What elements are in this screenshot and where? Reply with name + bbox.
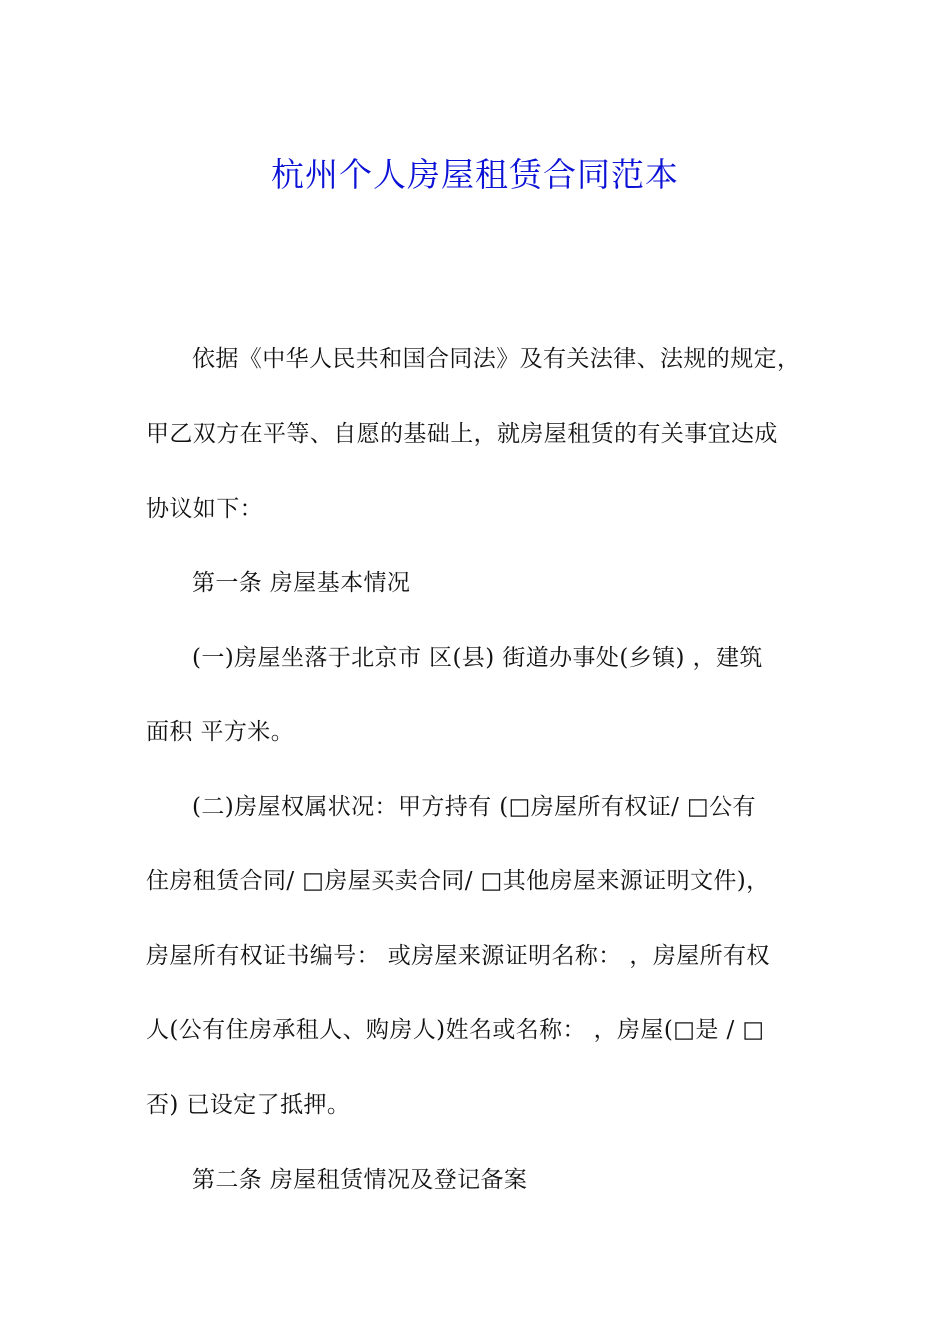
paragraph-line: 人(公有住房承租人、购房人)姓名或名称： ，房屋(□是 / □ (146, 1017, 765, 1043)
paragraph-line: (二)房屋权属状况：甲方持有 (□房屋所有权证/ □公有 (192, 794, 756, 820)
paragraph-line: 甲乙双方在平等、自愿的基础上，就房屋租赁的有关事宜达成 (146, 421, 778, 447)
paragraph-line: 面积 平方米。 (146, 719, 295, 745)
paragraph-line: 房屋所有权证书编号： 或房屋来源证明名称： ，房屋所有权 (146, 943, 770, 969)
paragraph-line: 住房租赁合同/ □房屋买卖合同/ □其他房屋来源证明文件)， (146, 868, 770, 894)
document-title: 杭州个人房屋租赁合同范本 (271, 155, 679, 195)
article-heading: 第一条 房屋基本情况 (192, 570, 411, 596)
article-heading: 第二条 房屋租赁情况及登记备案 (192, 1167, 528, 1193)
paragraph-line: 否) 已设定了抵押。 (146, 1092, 351, 1118)
paragraph-line: 协议如下： (146, 496, 263, 522)
paragraph-line: 依据《中华人民共和国合同法》及有关法律、法规的规定， (192, 346, 801, 372)
paragraph-line: (一)房屋坐落于北京市 区(县) 街道办事处(乡镇) ，建筑 (192, 645, 763, 671)
